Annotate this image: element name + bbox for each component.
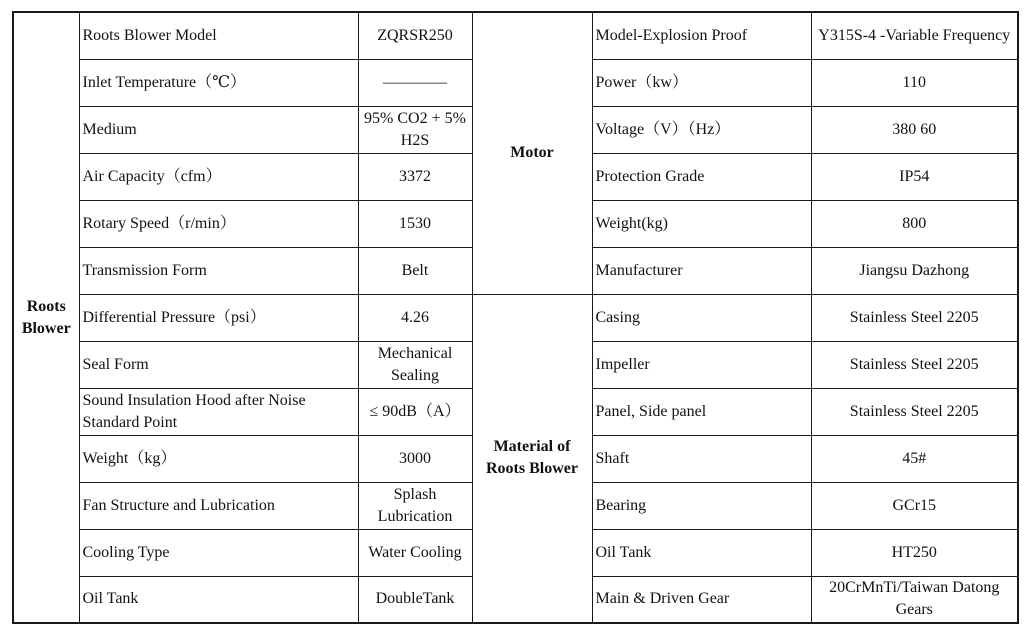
spec-label: Sound Insulation Hood after Noise Standard Point — [79, 388, 358, 435]
spec-value: 20CrMnTi/Taiwan Datong Gears — [811, 576, 1018, 623]
specification-table — [12, 11, 1019, 624]
spec-label: Bearing — [592, 482, 811, 529]
spec-value: ———— — [358, 59, 472, 106]
spec-label: Air Capacity（cfm） — [79, 153, 358, 200]
spec-value: 110 — [811, 59, 1018, 106]
spec-label: Model-Explosion Proof — [592, 12, 811, 59]
spec-label: Inlet Temperature（℃） — [79, 59, 358, 106]
spec-value: 95% CO2 + 5% H2S — [358, 106, 472, 153]
spec-value: 3372 — [358, 153, 472, 200]
spec-label: Cooling Type — [79, 529, 358, 576]
spec-label: Rotary Speed（r/min） — [79, 200, 358, 247]
spec-label: Manufacturer — [592, 247, 811, 294]
spec-value: HT250 — [811, 529, 1018, 576]
spec-label: Power（kw） — [592, 59, 811, 106]
group-material: Material of Roots Blower — [472, 294, 592, 623]
spec-label: Weight(kg) — [592, 200, 811, 247]
spec-label: Roots Blower Model — [79, 12, 358, 59]
spec-value: Jiangsu Dazhong — [811, 247, 1018, 294]
spec-label: Differential Pressure（psi） — [79, 294, 358, 341]
spec-label: Medium — [79, 106, 358, 153]
spec-value: 3000 — [358, 435, 472, 482]
spec-label: Seal Form — [79, 341, 358, 388]
spec-label: Oil Tank — [592, 529, 811, 576]
spec-label: Panel, Side panel — [592, 388, 811, 435]
group-motor: Motor — [472, 12, 592, 294]
spec-value: Water Cooling — [358, 529, 472, 576]
spec-label: Oil Tank — [79, 576, 358, 623]
table-row — [13, 294, 1018, 341]
spec-label: Shaft — [592, 435, 811, 482]
spec-value: 380 60 — [811, 106, 1018, 153]
spec-value: Stainless Steel 2205 — [811, 341, 1018, 388]
spec-label: Fan Structure and Lubrication — [79, 482, 358, 529]
spec-value: Mechanical Sealing — [358, 341, 472, 388]
spec-label: Casing — [592, 294, 811, 341]
spec-label: Main & Driven Gear — [592, 576, 811, 623]
spec-value: 1530 — [358, 200, 472, 247]
spec-value: ZQRSR250 — [358, 12, 472, 59]
spec-label: Transmission Form — [79, 247, 358, 294]
spec-value: 4.26 — [358, 294, 472, 341]
spec-value: ≤ 90dB（A） — [358, 388, 472, 435]
spec-value: Belt — [358, 247, 472, 294]
spec-value: Splash Lubrication — [358, 482, 472, 529]
spec-label: Voltage（V）（Hz） — [592, 106, 811, 153]
spec-label: Weight（kg） — [79, 435, 358, 482]
spec-value: 800 — [811, 200, 1018, 247]
spec-value: GCr15 — [811, 482, 1018, 529]
spec-value: 45# — [811, 435, 1018, 482]
spec-label: Impeller — [592, 341, 811, 388]
spec-label: Protection Grade — [592, 153, 811, 200]
spec-value: Y315S-4 -Variable Frequency — [811, 12, 1018, 59]
spec-value: IP54 — [811, 153, 1018, 200]
table-row — [13, 12, 1018, 59]
spec-value: Stainless Steel 2205 — [811, 294, 1018, 341]
spec-value: DoubleTank — [358, 576, 472, 623]
group-roots-blower: Roots Blower — [13, 12, 79, 623]
spec-value: Stainless Steel 2205 — [811, 388, 1018, 435]
